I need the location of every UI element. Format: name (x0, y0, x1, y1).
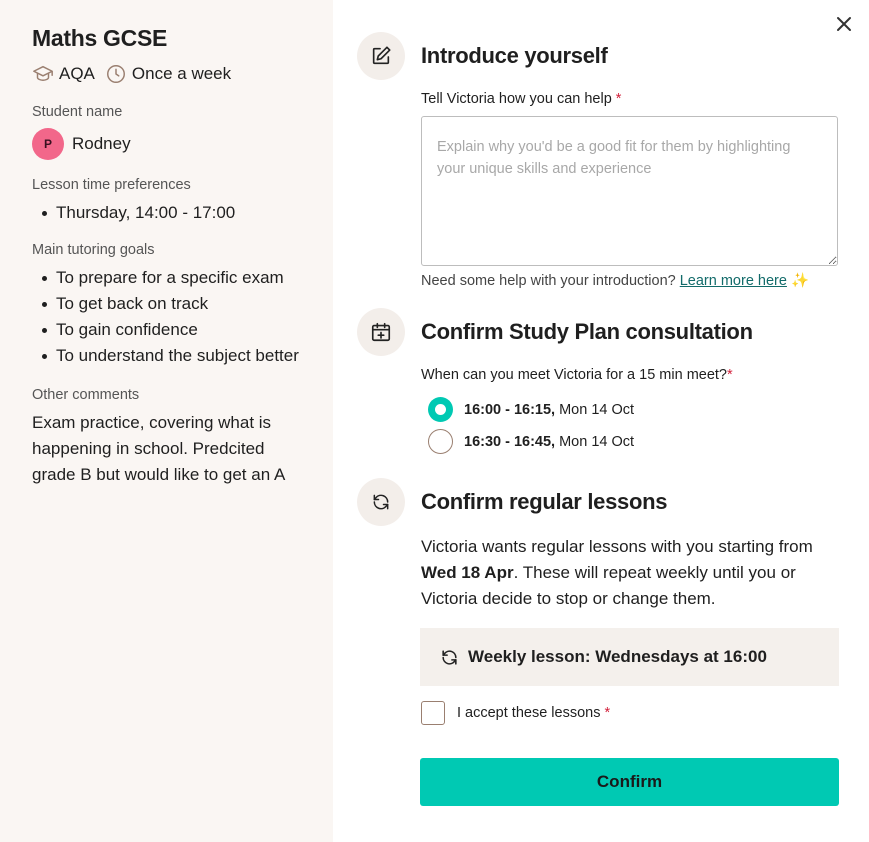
accept-lessons-checkbox[interactable] (421, 701, 610, 725)
consultation-question-text: When can you meet Victoria for a 15 min meet? (421, 367, 727, 383)
lesson-time-list (32, 200, 333, 226)
close-icon[interactable] (835, 15, 853, 33)
required-mark: * (615, 91, 622, 107)
radio-selected[interactable] (428, 397, 453, 422)
introduction-input[interactable] (421, 116, 838, 266)
list-item: To prepare for a specific exam (32, 265, 333, 291)
desc-prefix: Victoria wants regular lessons with you starting from (421, 537, 813, 556)
other-comments: Exam practice, covering what is happening in school. Predcited grade B but would like to get an A (32, 413, 286, 484)
course-meta (32, 63, 333, 85)
lesson-frequency: Once a week (131, 64, 232, 83)
list-item: To understand the subject better (32, 343, 333, 369)
calendar-plus-icon (357, 308, 405, 356)
slot-option-2[interactable] (428, 429, 634, 454)
edit-icon (357, 32, 405, 80)
required-mark: * (727, 367, 733, 383)
weekly-lesson-summary (420, 628, 839, 686)
clock-icon (105, 63, 127, 85)
consultation-title: Confirm Study Plan consultation (421, 319, 753, 344)
list-item: To get back on track (32, 291, 333, 317)
lesson-time-label: Lesson time preferences (32, 177, 191, 193)
student-name: Rodney (72, 134, 131, 153)
regular-lessons-description (421, 534, 841, 612)
confirm-button[interactable]: Confirm (420, 758, 839, 806)
response-form (357, 0, 869, 842)
tutoring-goals-list (32, 265, 333, 369)
course-title: Maths GCSE (32, 25, 168, 51)
consultation-question (421, 367, 733, 383)
radio-unselected[interactable] (428, 429, 453, 454)
student-name-label: Student name (32, 104, 123, 120)
start-date: Wed 18 Apr (421, 563, 514, 582)
other-comments-label: Other comments (32, 387, 140, 403)
refresh-icon (439, 647, 459, 667)
slot-time: 16:30 - 16:45, (464, 433, 556, 450)
accept-label: I accept these lessons (457, 705, 601, 721)
intro-label-text: Tell Victoria how you can help (421, 91, 612, 107)
student-info (32, 128, 333, 160)
intro-field-label (421, 91, 621, 107)
lesson-summary-text: Weekly lesson: Wednesdays at 16:00 (468, 647, 767, 666)
avatar: P (32, 128, 64, 160)
list-item: To gain confidence (32, 317, 333, 343)
request-summary-sidebar (0, 0, 333, 842)
regular-lessons-title: Confirm regular lessons (421, 489, 668, 514)
help-text: Need some help with your introduction? (421, 273, 676, 289)
required-mark: * (604, 705, 611, 721)
learn-more-link[interactable]: Learn more here (679, 273, 787, 289)
list-item: Thursday, 14:00 - 17:00 (32, 200, 333, 226)
slot-option-1[interactable] (428, 397, 634, 422)
intro-help (421, 272, 809, 289)
desc-suffix: . These will repeat weekly until you or Victoria decide to stop or change them. (421, 563, 796, 608)
checkbox[interactable] (421, 701, 445, 725)
slot-date: Mon 14 Oct (559, 433, 635, 450)
exam-board: AQA (59, 64, 95, 83)
tutoring-goals-label: Main tutoring goals (32, 242, 155, 258)
introduce-title: Introduce yourself (421, 43, 608, 68)
slot-time: 16:00 - 16:15, (464, 401, 556, 418)
sparkles-icon: ✨ (790, 273, 810, 289)
refresh-icon (357, 478, 405, 526)
slot-date: Mon 14 Oct (559, 401, 635, 418)
graduation-cap-icon (32, 63, 54, 85)
